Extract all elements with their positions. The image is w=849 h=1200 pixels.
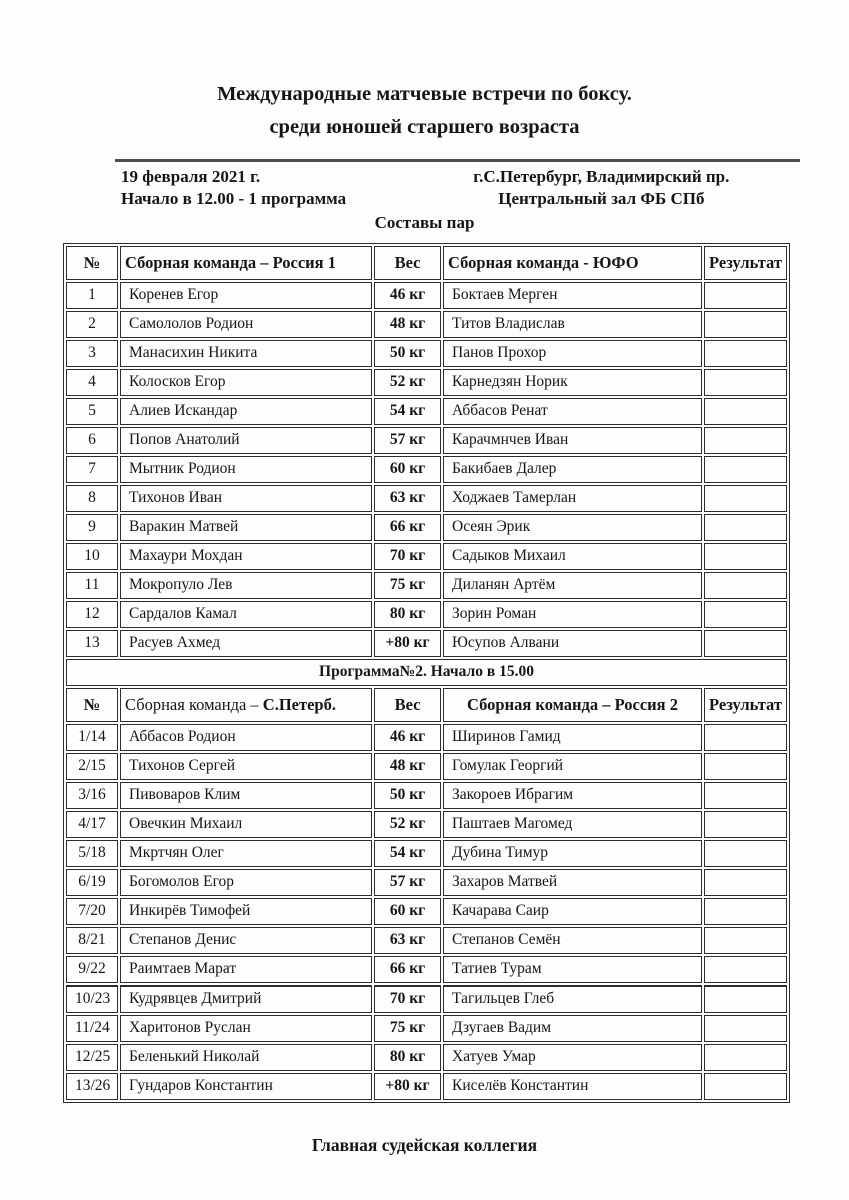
lineup-title: Составы пар [374, 212, 475, 232]
weight-cell: 66 кг [374, 514, 441, 541]
right-boxer-cell: Зорин Роман [443, 601, 702, 628]
pair-number-cell: 8 [66, 485, 118, 512]
result-cell [704, 427, 787, 454]
pair-number-cell: 12 [66, 601, 118, 628]
event-info-left [115, 166, 403, 210]
pair-number-cell: 2/15 [66, 753, 118, 780]
weight-cell: 50 кг [374, 340, 441, 367]
result-cell [704, 630, 787, 657]
table-row [66, 782, 787, 809]
result-cell [704, 724, 787, 751]
table-row [66, 311, 787, 338]
weight-cell: 46 кг [374, 724, 441, 751]
table-row [66, 543, 787, 570]
pair-number-cell: 5/18 [66, 840, 118, 867]
weight-cell: 52 кг [374, 811, 441, 838]
right-boxer-cell: Тагильцев Глеб [443, 985, 702, 1013]
pair-number-cell: 7/20 [66, 898, 118, 925]
left-boxer-cell: Кудрявцев Дмитрий [120, 985, 372, 1013]
header-team-right: Сборная команда - ЮФО [443, 246, 702, 280]
left-boxer-cell: Варакин Матвей [120, 514, 372, 541]
weight-cell: +80 кг [374, 630, 441, 657]
left-boxer-cell: Богомолов Егор [120, 869, 372, 896]
result-cell [704, 985, 787, 1013]
header-number: № [66, 688, 118, 722]
pair-number-cell: 1/14 [66, 724, 118, 751]
left-boxer-cell: Манасихин Никита [120, 340, 372, 367]
pair-number-cell: 9/22 [66, 956, 118, 983]
header-number: № [66, 246, 118, 280]
right-boxer-cell: Панов Прохор [443, 340, 702, 367]
left-boxer-cell: Махаури Мохдан [120, 543, 372, 570]
pair-number-cell: 4/17 [66, 811, 118, 838]
result-cell [704, 543, 787, 570]
left-boxer-cell: Колосков Егор [120, 369, 372, 396]
result-cell [704, 485, 787, 512]
result-cell [704, 956, 787, 983]
result-cell [704, 282, 787, 309]
weight-cell: 60 кг [374, 898, 441, 925]
right-boxer-cell: Захаров Матвей [443, 869, 702, 896]
table-row [66, 340, 787, 367]
weight-cell: 54 кг [374, 840, 441, 867]
table-row [66, 753, 787, 780]
table-row [66, 956, 787, 983]
result-cell [704, 927, 787, 954]
table-header-row [66, 688, 787, 722]
result-cell [704, 369, 787, 396]
result-cell [704, 398, 787, 425]
header-team-left: Сборная команда – Россия 1 [120, 246, 372, 280]
table-row [66, 572, 787, 599]
result-cell [704, 1015, 787, 1042]
pair-number-cell: 3/16 [66, 782, 118, 809]
pair-number-cell: 6 [66, 427, 118, 454]
result-cell [704, 898, 787, 925]
result-cell [704, 340, 787, 367]
pairs-table [63, 243, 790, 1103]
right-boxer-cell: Боктаев Мерген [443, 282, 702, 309]
pair-number-cell: 9 [66, 514, 118, 541]
right-boxer-cell: Татиев Турам [443, 956, 702, 983]
program2-banner-section [66, 659, 787, 722]
right-boxer-cell: Карнедзян Норик [443, 369, 702, 396]
header-result: Результат [704, 246, 787, 280]
left-boxer-cell: Степанов Денис [120, 927, 372, 954]
left-boxer-cell: Мытник Родион [120, 456, 372, 483]
left-boxer-cell: Мкртчян Олег [120, 840, 372, 867]
table-row [66, 985, 787, 1013]
table-row [66, 840, 787, 867]
weight-cell: 63 кг [374, 927, 441, 954]
table-row [66, 398, 787, 425]
right-boxer-cell: Титов Владислав [443, 311, 702, 338]
left-boxer-cell: Мокропуло Лев [120, 572, 372, 599]
table-row [66, 927, 787, 954]
right-boxer-cell: Садыков Михаил [443, 543, 702, 570]
pair-number-cell: 7 [66, 456, 118, 483]
right-boxer-cell: Ширинов Гамид [443, 724, 702, 751]
pair-number-cell: 8/21 [66, 927, 118, 954]
left-boxer-cell: Тихонов Иван [120, 485, 372, 512]
pair-number-cell: 12/25 [66, 1044, 118, 1071]
pair-number-cell: 10/23 [66, 985, 118, 1013]
weight-cell: 52 кг [374, 369, 441, 396]
table-row [66, 369, 787, 396]
left-boxer-cell: Аббасов Родион [120, 724, 372, 751]
title-line-1: Международные матчевые встречи по боксу. [217, 83, 632, 105]
weight-cell: 54 кг [374, 398, 441, 425]
result-cell [704, 572, 787, 599]
event-venue: Центральный зал ФБ СПб [498, 189, 705, 209]
table-row [66, 811, 787, 838]
left-boxer-cell: Самололов Родион [120, 311, 372, 338]
weight-cell: 50 кг [374, 782, 441, 809]
result-cell [704, 514, 787, 541]
pair-number-cell: 5 [66, 398, 118, 425]
weight-cell: 60 кг [374, 456, 441, 483]
right-boxer-cell: Юсупов Алвани [443, 630, 702, 657]
weight-cell: 48 кг [374, 753, 441, 780]
right-boxer-cell: Хатуев Умар [443, 1044, 702, 1071]
right-boxer-cell: Паштаев Магомед [443, 811, 702, 838]
table-row [66, 1015, 787, 1042]
table-row [66, 601, 787, 628]
left-boxer-cell: Тихонов Сергей [120, 753, 372, 780]
right-boxer-cell: Диланян Артём [443, 572, 702, 599]
pair-number-cell: 4 [66, 369, 118, 396]
result-cell [704, 753, 787, 780]
weight-cell: +80 кг [374, 1073, 441, 1100]
left-boxer-cell: Харитонов Руслан [120, 1015, 372, 1042]
right-boxer-cell: Степанов Семён [443, 927, 702, 954]
header-result: Результат [704, 688, 787, 722]
weight-cell: 46 кг [374, 282, 441, 309]
weight-cell: 48 кг [374, 311, 441, 338]
right-boxer-cell: Бакибаев Далер [443, 456, 702, 483]
pair-number-cell: 10 [66, 543, 118, 570]
left-boxer-cell: Инкирёв Тимофей [120, 898, 372, 925]
table-header-row [66, 246, 787, 280]
weight-cell: 75 кг [374, 1015, 441, 1042]
left-boxer-cell: Сардалов Камал [120, 601, 372, 628]
pair-number-cell: 13 [66, 630, 118, 657]
weight-cell: 63 кг [374, 485, 441, 512]
result-cell [704, 840, 787, 867]
event-info-right [403, 166, 800, 210]
right-boxer-cell: Осеян Эрик [443, 514, 702, 541]
header-team-left [120, 688, 372, 722]
event-start-time: Начало в 12.00 - 1 программа [121, 189, 347, 209]
header-weight: Вес [374, 688, 441, 722]
weight-cell: 80 кг [374, 601, 441, 628]
table-row [66, 1044, 787, 1071]
weight-cell: 80 кг [374, 1044, 441, 1071]
table-row [66, 869, 787, 896]
right-boxer-cell: Карачмнчев Иван [443, 427, 702, 454]
pair-number-cell: 11/24 [66, 1015, 118, 1042]
left-boxer-cell: Алиев Искандар [120, 398, 372, 425]
table-row [66, 485, 787, 512]
result-cell [704, 869, 787, 896]
weight-cell: 75 кг [374, 572, 441, 599]
right-boxer-cell: Качарава Саир [443, 898, 702, 925]
weight-cell: 70 кг [374, 985, 441, 1013]
right-boxer-cell: Гомулак Георгий [443, 753, 702, 780]
left-boxer-cell: Гундаров Константин [120, 1073, 372, 1100]
left-boxer-cell: Раимтаев Марат [120, 956, 372, 983]
result-cell [704, 601, 787, 628]
result-cell [704, 811, 787, 838]
event-info-block [115, 159, 800, 210]
right-boxer-cell: Ходжаев Тамерлан [443, 485, 702, 512]
program2-body [66, 724, 787, 1100]
result-cell [704, 1044, 787, 1071]
result-cell [704, 311, 787, 338]
table-row [66, 456, 787, 483]
chief-judges-line: Главная судейская коллегия [311, 1134, 538, 1155]
result-cell [704, 782, 787, 809]
weight-cell: 70 кг [374, 543, 441, 570]
program2-banner: Программа№2. Начало в 15.00 [66, 659, 787, 686]
document-title [0, 78, 849, 144]
pair-number-cell: 1 [66, 282, 118, 309]
program1-body [66, 282, 787, 657]
table-row [66, 724, 787, 751]
table-row [66, 282, 787, 309]
left-boxer-cell: Беленький Николай [120, 1044, 372, 1071]
header-team-left-prefix: Сборная команда – [125, 694, 263, 714]
left-boxer-cell: Пивоваров Клим [120, 782, 372, 809]
pair-number-cell: 2 [66, 311, 118, 338]
pair-number-cell: 3 [66, 340, 118, 367]
result-cell [704, 1073, 787, 1100]
table-row [66, 630, 787, 657]
event-city: г.С.Петербург, Владимирский пр. [473, 167, 730, 187]
pair-number-cell: 11 [66, 572, 118, 599]
left-boxer-cell: Коренев Егор [120, 282, 372, 309]
table-row [66, 514, 787, 541]
weight-cell: 66 кг [374, 956, 441, 983]
right-boxer-cell: Киселёв Константин [443, 1073, 702, 1100]
right-boxer-cell: Дубина Тимур [443, 840, 702, 867]
header-weight: Вес [374, 246, 441, 280]
table-row [66, 1073, 787, 1100]
right-boxer-cell: Дзугаев Вадим [443, 1015, 702, 1042]
weight-cell: 57 кг [374, 869, 441, 896]
result-cell [704, 456, 787, 483]
program1-header [66, 246, 787, 280]
right-boxer-cell: Аббасов Ренат [443, 398, 702, 425]
table-row [66, 898, 787, 925]
pair-number-cell: 13/26 [66, 1073, 118, 1100]
left-boxer-cell: Попов Анатолий [120, 427, 372, 454]
header-team-right: Сборная команда – Россия 2 [443, 688, 702, 722]
left-boxer-cell: Овечкин Михаил [120, 811, 372, 838]
weight-cell: 57 кг [374, 427, 441, 454]
program2-banner-row [66, 659, 787, 686]
right-boxer-cell: Закороев Ибрагим [443, 782, 702, 809]
event-date: 19 февраля 2021 г. [121, 167, 261, 187]
title-line-2: среди юношей старшего возраста [269, 116, 580, 139]
table-row [66, 427, 787, 454]
pair-number-cell: 6/19 [66, 869, 118, 896]
header-team-left-bold: С.Петерб. [262, 694, 336, 714]
left-boxer-cell: Расуев Ахмед [120, 630, 372, 657]
